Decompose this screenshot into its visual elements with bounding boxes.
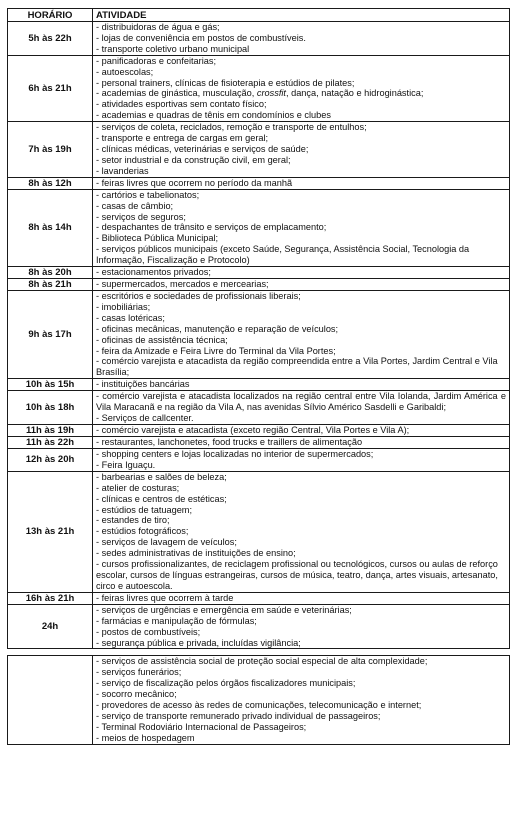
table-body-continued xyxy=(8,656,510,744)
time-cell: 5h às 22h xyxy=(8,22,93,56)
activity-item: - estandes de tiro; xyxy=(96,515,170,526)
table-row xyxy=(8,189,510,266)
activity-item: - transporte e entrega de cargas em geral; xyxy=(96,133,269,144)
activity-item: - farmácias e manipulação de fórmulas; xyxy=(96,615,257,626)
time-cell: 8h às 12h xyxy=(8,177,93,189)
activity-item: - feira da Amizade e Feira Livre do Terminal da Vila Portes; xyxy=(96,345,336,356)
activity-item: - transporte coletivo urbano municipal xyxy=(96,43,250,54)
activity-item: - comércio varejista e atacadista (exceto região Central, Vila Portes e Vila A); xyxy=(96,425,410,436)
activity-item: - setor industrial e da construção civil, em geral; xyxy=(96,154,291,165)
time-cell: 12h às 20h xyxy=(8,449,93,472)
activity-item: - lavanderias xyxy=(96,165,149,176)
activity-item: - autoescolas; xyxy=(96,66,154,77)
table-row xyxy=(8,656,510,744)
activity-item: - serviços públicos municipais (exceto Saúde, Segurança, Assistência Social, Tecnologia da Informação, Fiscalização e Protocolo) xyxy=(96,244,470,266)
activity-cell xyxy=(93,267,510,279)
table-row xyxy=(8,22,510,56)
activity-item: - serviços de assistência social de proteção social especial de alta complexidade; xyxy=(96,656,428,667)
activity-item: - cursos profissionalizantes, de reciclagem profissional ou tecnológicos, cursos ou aulas de reforço escolar, cursos de línguas estrangeiras, cursos de música, teatro, dança, artes visuais, artesanato, circo e autoescola. xyxy=(96,559,498,591)
table-body xyxy=(8,22,510,649)
table-row xyxy=(8,391,510,425)
activity-item: - barbearias e salões de beleza; xyxy=(96,471,227,482)
time-cell: 6h às 21h xyxy=(8,55,93,121)
header-atividade: ATIVIDADE xyxy=(93,9,510,22)
activity-item: - Terminal Rodoviário Internacional de Passageiros; xyxy=(96,721,307,732)
activity-item: - clínicas e centros de estéticas; xyxy=(96,493,227,504)
activity-item: - feiras livres que ocorrem à tarde xyxy=(96,592,234,603)
activity-cell xyxy=(93,449,510,472)
activity-item: - socorro mecânico; xyxy=(96,689,177,700)
time-cell: 8h às 20h xyxy=(8,267,93,279)
time-cell: 24h xyxy=(8,604,93,649)
activity-item: - serviços de urgências e emergência em saúde e veterinárias; xyxy=(96,604,352,615)
activity-item: - personal trainers, clínicas de fisioterapia e estúdios de pilates; xyxy=(96,77,355,88)
activity-cell xyxy=(93,22,510,56)
time-cell: 16h às 21h xyxy=(8,592,93,604)
activity-item: - lojas de conveniência em postos de combustíveis. xyxy=(96,32,306,43)
activity-item: - serviço de transporte remunerado privado individual de passageiros; xyxy=(96,710,381,721)
time-cell: 8h às 21h xyxy=(8,279,93,291)
activity-cell xyxy=(93,592,510,604)
activity-item: - supermercados, mercados e mercearias; xyxy=(96,279,269,290)
activity-item: - despachantes de trânsito e serviços de emplacamento; xyxy=(96,222,327,233)
activity-item: - Biblioteca Pública Municipal; xyxy=(96,233,219,244)
table-row xyxy=(8,122,510,178)
table-row xyxy=(8,177,510,189)
activity-item: - Serviços de callcenter. xyxy=(96,413,194,424)
activity-cell xyxy=(93,291,510,379)
activity-item: - atividades esportivas sem contato físico; xyxy=(96,99,267,110)
activity-item: - serviços de coleta, reciclados, remoção e transporte de entulhos; xyxy=(96,122,367,133)
time-cell: 9h às 17h xyxy=(8,291,93,379)
table-row xyxy=(8,471,510,592)
activity-item: - academias de ginástica, musculação, crossfit, dança, natação e hidroginástica; xyxy=(96,88,424,99)
activity-cell xyxy=(93,55,510,121)
activity-item: - clínicas médicas, veterinárias e serviços de saúde; xyxy=(96,143,309,154)
activity-cell xyxy=(93,471,510,592)
table-row xyxy=(8,604,510,649)
time-cell: 13h às 21h xyxy=(8,471,93,592)
table-header-row xyxy=(8,9,510,22)
activity-item: - estacionamentos privados; xyxy=(96,267,211,278)
activity-item: - casas de câmbio; xyxy=(96,200,174,211)
table-row xyxy=(8,55,510,121)
activity-item: - escritórios e sociedades de profissionais liberais; xyxy=(96,291,301,302)
activity-item: - serviços funerários; xyxy=(96,667,182,678)
time-cell: 8h às 14h xyxy=(8,189,93,266)
time-cell xyxy=(8,656,93,744)
activity-item: - serviços de seguros; xyxy=(96,211,186,222)
activity-item: - postos de combustíveis; xyxy=(96,626,201,637)
activity-item: - sedes administrativas de instituições de ensino; xyxy=(96,548,296,559)
activity-cell xyxy=(93,604,510,649)
table-row xyxy=(8,449,510,472)
activity-item: - Feira Iguaçu. xyxy=(96,459,156,470)
table-row xyxy=(8,379,510,391)
activity-cell xyxy=(93,177,510,189)
activity-item: - distribuidoras de água e gás; xyxy=(96,22,220,32)
table-row xyxy=(8,291,510,379)
time-cell: 11h às 19h xyxy=(8,425,93,437)
table-row xyxy=(8,592,510,604)
activity-cell xyxy=(93,189,510,266)
activity-item: - comércio varejista e atacadista localizados na região central entre Vila Iolanda, Jardim América e Vila Maracanã e na região da Vila A, nas avenidas Sílvio Américo Sasdelli e Garibaldi; xyxy=(96,391,506,413)
time-cell: 7h às 19h xyxy=(8,122,93,178)
schedule-document xyxy=(7,8,510,745)
activity-item: - provedores de acesso às redes de comunicações, telecomunicação e internet; xyxy=(96,700,422,711)
table-row xyxy=(8,279,510,291)
activity-item: - imobiliárias; xyxy=(96,301,151,312)
activity-item: - shopping centers e lojas localizadas no interior de supermercados; xyxy=(96,449,374,459)
time-cell: 10h às 18h xyxy=(8,391,93,425)
activity-item: - segurança pública e privada, incluídas vigilância; xyxy=(96,637,301,648)
activity-item: - feiras livres que ocorrem no período da manhã xyxy=(96,177,293,188)
activity-item: - academias e quadras de tênis em condomínios e clubes xyxy=(96,110,331,121)
activity-cell xyxy=(93,425,510,437)
table-row xyxy=(8,267,510,279)
activity-item: - comércio varejista e atacadista da região compreendida entre a Vila Portes, Jardim Central e Vila Brasília; xyxy=(96,356,498,378)
activity-cell xyxy=(93,391,510,425)
activity-item: - serviços de lavagem de veículos; xyxy=(96,537,237,548)
activity-item: - restaurantes, lanchonetes, food trucks e traillers de alimentação xyxy=(96,437,363,448)
activity-cell xyxy=(93,656,510,744)
activity-cell xyxy=(93,379,510,391)
activity-item: - estúdios de tatuagem; xyxy=(96,504,193,515)
time-cell: 11h às 22h xyxy=(8,437,93,449)
activity-cell xyxy=(93,437,510,449)
table-row xyxy=(8,437,510,449)
activity-cell xyxy=(93,279,510,291)
activity-item: - instituições bancárias xyxy=(96,379,190,390)
schedule-table-continued xyxy=(7,655,510,744)
activity-item: - oficinas mecânicas, manutenção e reparação de veículos; xyxy=(96,323,339,334)
activity-cell xyxy=(93,122,510,178)
activity-item: - cartórios e tabelionatos; xyxy=(96,189,200,200)
time-cell: 10h às 15h xyxy=(8,379,93,391)
header-horario: HORÁRIO xyxy=(8,9,93,22)
schedule-table xyxy=(7,8,510,649)
activity-item: - serviço de fiscalização pelos órgãos fiscalizadores municipais; xyxy=(96,678,356,689)
activity-item: - estúdios fotográficos; xyxy=(96,526,189,537)
activity-item: - oficinas de assistência técnica; xyxy=(96,334,228,345)
activity-item: - panificadoras e confeitarias; xyxy=(96,55,217,66)
table-row xyxy=(8,425,510,437)
activity-item: - meios de hospedagem xyxy=(96,732,195,743)
activity-item: - atelier de costuras; xyxy=(96,482,180,493)
activity-item: - casas lotéricas; xyxy=(96,312,165,323)
